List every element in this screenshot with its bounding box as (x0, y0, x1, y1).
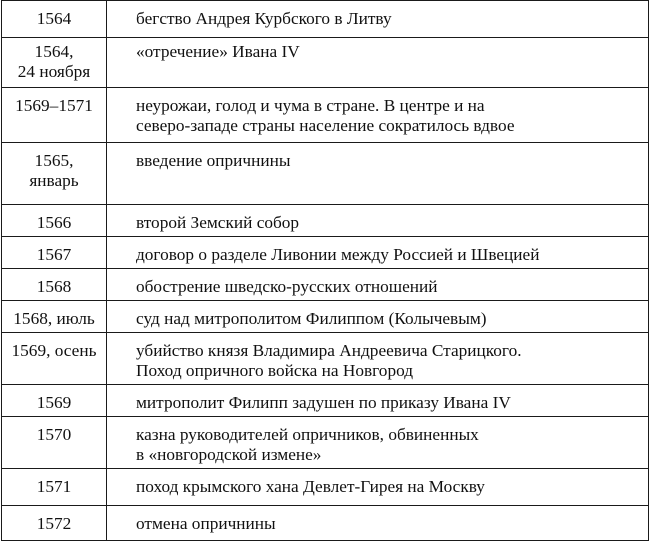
date-cell (2, 88, 107, 143)
date-cell (2, 506, 107, 541)
event-text: введение опричнины (136, 151, 291, 170)
date-cell (2, 38, 107, 88)
event-text: поход крымского хана Девлет-Гирея на Москву (136, 477, 485, 496)
event-cell (107, 1, 649, 38)
table-row (2, 301, 649, 333)
date-text: 1569–1571 (15, 96, 93, 115)
event-text: убийство князя Владимира Андреевича Старицкого. (136, 341, 522, 360)
date-text: 1571 (36, 477, 72, 496)
date-cell (2, 417, 107, 469)
event-text: «отречение» Ивана IV (136, 42, 300, 61)
date-cell (2, 333, 107, 385)
event-text-line2: северо-западе страны население сократилось вдвое (136, 116, 515, 135)
date-cell (2, 385, 107, 417)
date-cell (2, 469, 107, 506)
table-row (2, 469, 649, 506)
table-row (2, 143, 649, 205)
event-text: отмена опричнины (136, 514, 276, 533)
event-text-line2: в «новгородской измене» (136, 445, 322, 464)
date-text: 1568, июль (13, 309, 95, 328)
date-text: 1570 (36, 425, 72, 444)
event-text: неурожаи, голод и чума в стране. В центре и на (136, 96, 485, 115)
event-text: обострение шведско-русских отношений (136, 277, 438, 296)
event-cell (107, 205, 649, 237)
event-cell (107, 385, 649, 417)
event-text: митрополит Филипп задушен по приказу Ивана IV (136, 393, 511, 412)
table-row (2, 88, 649, 143)
event-cell (107, 506, 649, 541)
event-text: бегство Андрея Курбского в Литву (136, 9, 392, 28)
date-cell (2, 1, 107, 38)
event-text: суд над митрополитом Филиппом (Колычевым) (136, 309, 487, 328)
date-cell (2, 269, 107, 301)
event-text: договор о разделе Ливонии между Россией и Швецией (136, 245, 540, 264)
event-cell (107, 333, 649, 385)
date-text-line2: 24 ноября (17, 62, 91, 81)
date-cell (2, 205, 107, 237)
table-row (2, 417, 649, 469)
event-cell (107, 269, 649, 301)
date-text: 1564 (36, 9, 72, 28)
table-row (2, 385, 649, 417)
date-text-line2: январь (29, 171, 79, 190)
date-cell (2, 237, 107, 269)
event-cell (107, 143, 649, 205)
table-row (2, 1, 649, 38)
event-cell (107, 237, 649, 269)
table-row (2, 506, 649, 541)
table-row (2, 205, 649, 237)
date-text: 1569 (36, 393, 72, 412)
date-text: 1568 (36, 277, 72, 296)
table-row (2, 333, 649, 385)
table-row (2, 269, 649, 301)
event-cell (107, 38, 649, 88)
date-cell (2, 301, 107, 333)
date-cell (2, 143, 107, 205)
date-text: 1564, (34, 42, 74, 61)
event-cell (107, 417, 649, 469)
date-text: 1567 (36, 245, 72, 264)
date-text: 1569, осень (11, 341, 97, 360)
event-text: второй Земский собор (136, 213, 300, 232)
event-cell (107, 301, 649, 333)
table-row (2, 38, 649, 88)
date-text: 1566 (36, 213, 72, 232)
event-cell (107, 469, 649, 506)
table-row (2, 237, 649, 269)
event-cell (107, 88, 649, 143)
date-text: 1572 (36, 514, 72, 533)
event-text: казна руководителей опричников, обвиненных (136, 425, 479, 444)
event-text-line2: Поход опричного войска на Новгород (136, 361, 414, 380)
date-text: 1565, (34, 151, 74, 170)
chronology-table (1, 0, 649, 541)
